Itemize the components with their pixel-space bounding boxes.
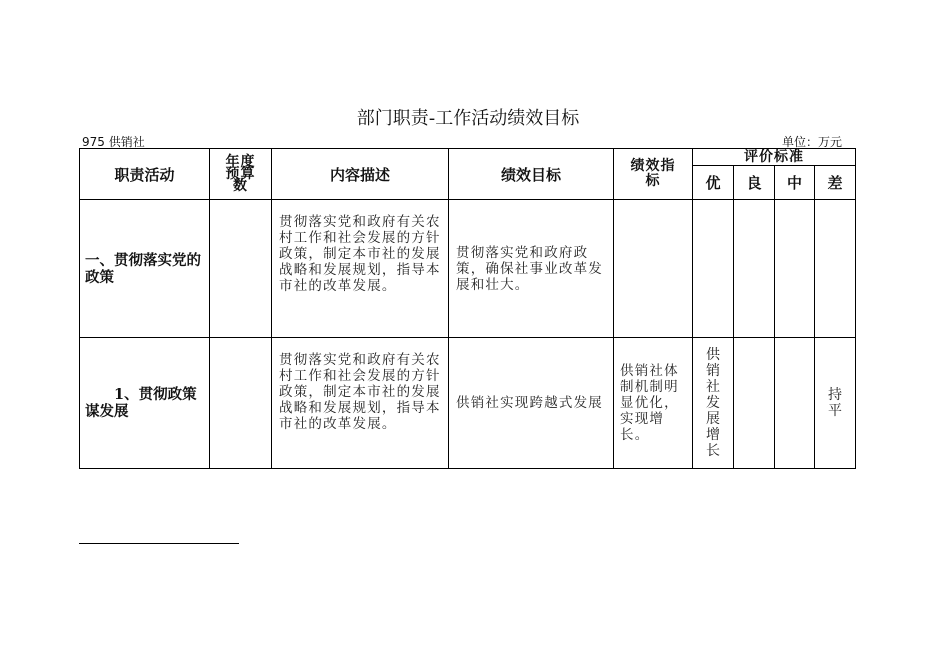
header-indicator: [614, 149, 693, 200]
row-good: [734, 200, 775, 338]
header-budget-line1: 年度: [225, 154, 256, 170]
header-good: 良: [734, 166, 775, 200]
row-medium: [775, 200, 815, 338]
header-indicator-line2: 标: [645, 173, 661, 189]
row-budget: [210, 338, 272, 469]
row-budget: [210, 200, 272, 338]
row-goal: 贯彻落实党和政府政策，确保社事业改革发展和壮大。: [449, 200, 614, 338]
header-budget-line3: 数: [233, 178, 248, 194]
row-content: 贯彻落实党和政府有关农村工作和社会发展的方针政策，制定本市社的发展战略和发展规划，指导本市社的改革发展。: [272, 338, 449, 469]
row-medium: [775, 338, 815, 469]
table-row: [80, 200, 856, 338]
table-row: [80, 338, 856, 469]
row-indicator: [614, 200, 693, 338]
header-budget: [210, 149, 272, 200]
row-indicator: 供销社体制机制明显优化，实现增长。: [614, 338, 693, 469]
row-excellent: 供销社发展增长: [706, 347, 720, 459]
header-activity: 职责活动: [80, 149, 210, 200]
unit-label: 单位：万元: [782, 135, 843, 149]
header-excellent: 优: [693, 166, 734, 200]
row-good: [734, 338, 775, 469]
footnote-divider: [79, 543, 239, 544]
row-goal: 供销社实现跨越式发展: [449, 338, 614, 469]
organization-label: 975 供销社: [82, 135, 145, 149]
performance-table: [79, 148, 856, 469]
row-activity: 一、贯彻落实党的政策: [80, 200, 210, 338]
header-content: 内容描述: [272, 149, 449, 200]
row-content: 贯彻落实党和政府有关农村工作和社会发展的方针政策，制定本市社的发展战略和发展规划，指导本市社的改革发展。: [272, 200, 449, 338]
header-criteria: 评价标准: [693, 149, 856, 166]
header-indicator-line1: 绩效指: [630, 158, 676, 174]
row-excellent: [693, 200, 734, 338]
row-poor: [815, 200, 856, 338]
page-title: 部门职责-工作活动绩效目标: [356, 108, 580, 129]
header-budget-line2: 预算: [225, 166, 256, 182]
row-activity: 1、贯彻政策谋发展: [80, 338, 210, 469]
header-goal: 绩效目标: [449, 149, 614, 200]
header-medium: 中: [775, 166, 815, 200]
header-poor: 差: [815, 166, 856, 200]
row-poor-cell: [815, 338, 856, 469]
row-excellent-cell: [693, 338, 734, 469]
row-poor: 持平: [828, 387, 842, 419]
